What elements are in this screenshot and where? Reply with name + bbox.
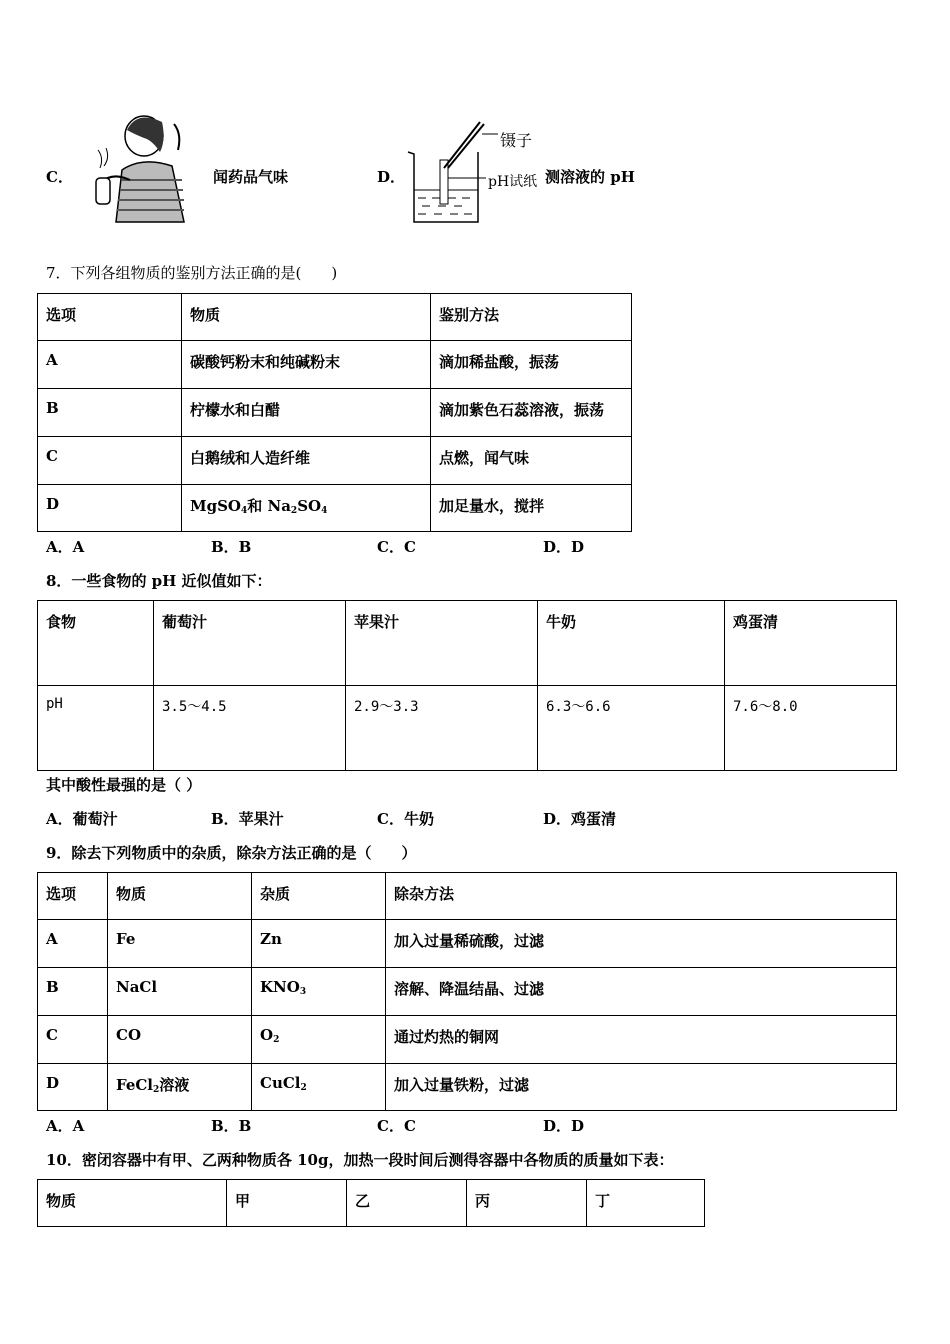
q9-cell-substance: NaCl [108, 968, 252, 1016]
q7-cell-method: 加足量水，搅拌 [431, 485, 632, 532]
q7-choice-c[interactable]: C．C [377, 538, 416, 556]
q7-cell-substance: 白鹅绒和人造纤维 [182, 437, 431, 485]
table-row [38, 437, 632, 485]
table-row [38, 686, 897, 771]
q7-stem: 7．下列各组物质的鉴别方法正确的是( ) [46, 264, 338, 282]
q7-cell-method: 滴加紫色石蕊溶液，振荡 [431, 389, 632, 437]
q8-cell-ph-label: pH [38, 686, 154, 771]
q7-header-substance: 物质 [182, 294, 431, 341]
q8-question: 其中酸性最强的是（ ） [46, 776, 202, 794]
q8-cell-food: 葡萄汁 [154, 601, 346, 686]
q9-choice-b[interactable]: B．B [211, 1117, 252, 1135]
q9-choice-a[interactable]: A．A [46, 1117, 85, 1135]
q7-header-method: 鉴别方法 [431, 294, 632, 341]
q8-choice-b[interactable]: B．苹果汁 [211, 810, 284, 828]
q7-choice-b[interactable]: B．B [211, 538, 252, 556]
q6-option-d-label: D． [377, 168, 406, 186]
q9-cell-option: A [38, 920, 108, 968]
q10-stem: 10．密闭容器中有甲、乙两种物质各 10g，加热一段时间后测得容器中各物质的质量如下表： [46, 1151, 674, 1169]
q9-choice-c[interactable]: C．C [377, 1117, 416, 1135]
q8-choice-c[interactable]: C．牛奶 [377, 810, 434, 828]
table-row [38, 873, 897, 920]
formula-part: 和 Na [247, 497, 291, 515]
q7-choice-a[interactable]: A．A [46, 538, 85, 556]
formula-subscript: 4 [321, 506, 328, 516]
q9-cell-impurity [252, 968, 386, 1016]
q7-cell-substance [182, 485, 431, 532]
q6-option-c-caption: 闻药品气味 [213, 168, 289, 186]
q9-stem: 9．除去下列物质中的杂质，除杂方法正确的是（ ） [46, 844, 417, 862]
q9-cell-method: 加入过量稀硫酸，过滤 [386, 920, 897, 968]
q9-cell-substance: CO [108, 1016, 252, 1064]
q7-table [37, 293, 632, 532]
table-row [38, 1180, 705, 1227]
formula-part: 溶液 [159, 1076, 190, 1094]
person-smelling-illustration [82, 110, 192, 226]
q9-header-method: 除杂方法 [386, 873, 897, 920]
table-row [38, 1064, 897, 1111]
q9-header-impurity: 杂质 [252, 873, 386, 920]
q9-cell-method: 通过灼热的铜网 [386, 1016, 897, 1064]
q7-cell-method: 滴加稀盐酸，振荡 [431, 341, 632, 389]
q7-cell-substance: 柠檬水和白醋 [182, 389, 431, 437]
q9-cell-impurity [252, 1064, 386, 1111]
q7-cell-method: 点燃，闻气味 [431, 437, 632, 485]
table-row [38, 341, 632, 389]
tweezers-label: 镊子 [500, 131, 533, 150]
q10-header-substance: 物质 [38, 1180, 227, 1227]
q8-cell-ph: 2.9～3.3 [346, 686, 538, 771]
q8-cell-food-label: 食物 [38, 601, 154, 686]
q9-cell-impurity: Zn [252, 920, 386, 968]
q8-stem: 8．一些食物的 pH 近似值如下： [46, 572, 272, 590]
formula-part: KNO [260, 978, 300, 996]
q8-choice-d[interactable]: D．鸡蛋清 [543, 810, 617, 828]
formula-part: O [260, 1026, 274, 1044]
q9-cell-method: 溶解、降温结晶、过滤 [386, 968, 897, 1016]
q10-header-bing: 丙 [467, 1180, 587, 1227]
q9-cell-option: C [38, 1016, 108, 1064]
q7-cell-substance: 碳酸钙粉末和纯碱粉末 [182, 341, 431, 389]
q7-cell-option: A [38, 341, 182, 389]
q8-cell-food: 苹果汁 [346, 601, 538, 686]
formula-part: MgSO [190, 497, 241, 515]
q6-option-c-label: C． [46, 168, 73, 186]
q8-cell-food: 牛奶 [538, 601, 725, 686]
q7-choice-d[interactable]: D．D [543, 538, 585, 556]
table-row [38, 968, 897, 1016]
table-row [38, 389, 632, 437]
q9-cell-substance [108, 1064, 252, 1111]
q8-cell-ph: 6.3～6.6 [538, 686, 725, 771]
q9-choice-d[interactable]: D．D [543, 1117, 585, 1135]
formula-part: FeCl [116, 1076, 154, 1094]
ph-paper-label: pH试纸 [488, 174, 538, 190]
q8-cell-ph: 7.6～8.0 [725, 686, 897, 771]
formula-subscript: 3 [299, 987, 307, 997]
q9-cell-option: B [38, 968, 108, 1016]
formula-part: SO [297, 497, 322, 515]
table-row [38, 1016, 897, 1064]
q8-cell-food: 鸡蛋清 [725, 601, 897, 686]
q8-choice-a[interactable]: A．葡萄汁 [46, 810, 118, 828]
q9-cell-method: 加入过量铁粉，过滤 [386, 1064, 897, 1111]
q7-cell-option: D [38, 485, 182, 532]
q6-option-d-caption: 测溶液的 pH [545, 168, 635, 186]
q7-cell-option: C [38, 437, 182, 485]
formula-subscript: 2 [273, 1035, 280, 1045]
table-row [38, 601, 897, 686]
q7-header-option: 选项 [38, 294, 182, 341]
q10-header-ding: 丁 [587, 1180, 705, 1227]
q9-cell-impurity [252, 1016, 386, 1064]
q9-cell-substance: Fe [108, 920, 252, 968]
q9-cell-option: D [38, 1064, 108, 1111]
table-row [38, 920, 897, 968]
table-row [38, 485, 632, 532]
formula-subscript: 2 [290, 506, 298, 516]
q10-header-jia: 甲 [227, 1180, 347, 1227]
q9-header-option: 选项 [38, 873, 108, 920]
q10-table [37, 1179, 705, 1227]
q8-cell-ph: 3.5～4.5 [154, 686, 346, 771]
q10-header-yi: 乙 [347, 1180, 467, 1227]
q9-header-substance: 物质 [108, 873, 252, 920]
formula-part: CuCl [260, 1074, 301, 1092]
q7-cell-option: B [38, 389, 182, 437]
q9-table [37, 872, 897, 1111]
formula-subscript: 4 [241, 506, 248, 516]
formula-subscript: 2 [153, 1085, 160, 1095]
q8-table [37, 600, 897, 771]
formula-subscript: 2 [300, 1083, 307, 1093]
